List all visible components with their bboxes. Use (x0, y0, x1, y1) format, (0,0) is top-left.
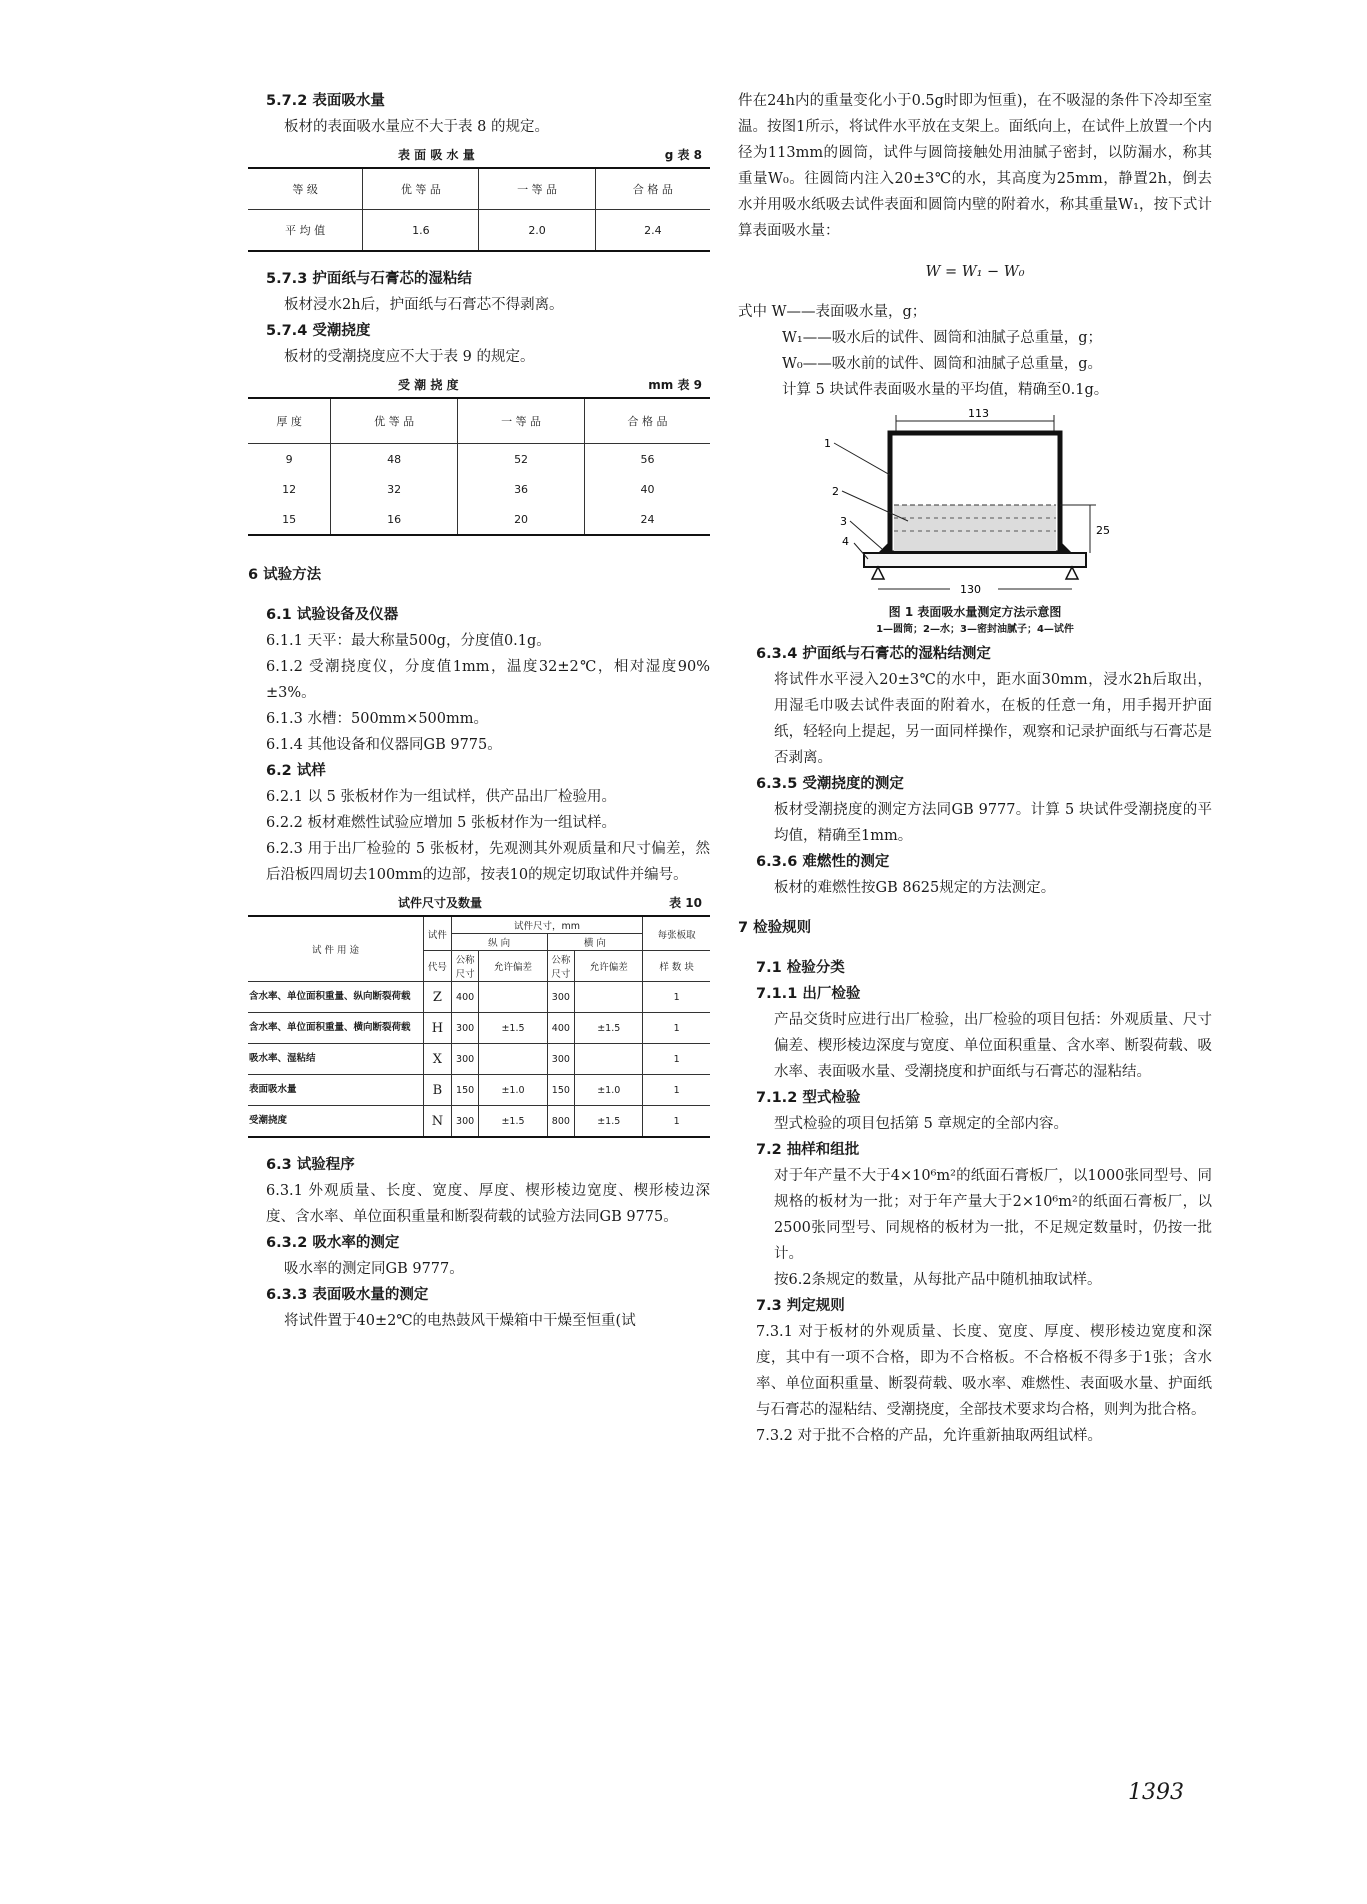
figure-1 (738, 403, 1212, 603)
section-6-3-3-heading: 6.3.3 表面吸水量的测定 (266, 1287, 429, 1303)
section-6-3-heading: 6.3 试验程序 (266, 1157, 355, 1173)
section-5-7-4-text: 板材的受潮挠度应不大于表 9 的规定。 (284, 349, 535, 365)
table-cell: 2.4 (595, 210, 710, 252)
dim-side-label: 25 (1096, 524, 1110, 537)
table-10-header-tolerance: 允许偏差 (575, 951, 643, 982)
table-row (248, 1013, 710, 1044)
table-9-caption (248, 376, 710, 393)
table-10-header-code-a: 试件 (424, 916, 452, 951)
table-cell: 20 (458, 504, 585, 535)
table-cell (479, 982, 547, 1013)
table-cell: 300 (547, 1044, 575, 1075)
section-5-7-3-heading: 5.7.3 护面纸与石膏芯的湿粘结 (266, 271, 472, 287)
section-7-2-text-2: 按6.2条规定的数量，从每批产品中随机抽取试样。 (774, 1272, 1102, 1288)
table-8-header: 等 级 (248, 168, 363, 210)
table-cell: 300 (547, 982, 575, 1013)
table-cell: 1 (643, 982, 710, 1013)
section-6-2-heading: 6.2 试样 (266, 763, 326, 779)
table-row (248, 1044, 710, 1075)
table-row (248, 1075, 710, 1106)
label-2: 2 (832, 485, 839, 498)
table-cell: 800 (547, 1106, 575, 1138)
table-cell: ±1.5 (479, 1013, 547, 1044)
section-6-1-heading: 6.1 试验设备及仪器 (266, 607, 399, 623)
table-cell: 150 (451, 1075, 479, 1106)
table-cell: 受潮挠度 (248, 1106, 424, 1138)
label-1: 1 (824, 437, 831, 450)
section-6-1-3: 6.1.3 水槽：500mm×500mm。 (266, 711, 489, 727)
formula-w1: W₁——吸水后的试件、圆筒和油腻子总重量，g； (782, 330, 1102, 346)
section-7-heading: 7 检验规则 (738, 920, 812, 936)
section-6-3-3-text: 将试件置于40±2℃的电热鼓风干燥箱中干燥至恒重(试 (284, 1313, 636, 1329)
section-7-1-1-heading: 7.1.1 出厂检验 (756, 986, 861, 1002)
table-cell: 400 (451, 982, 479, 1013)
table-cell: 含水率、单位面积重量、横向断裂荷载 (248, 1013, 424, 1044)
table-8-header: 优 等 品 (363, 168, 479, 210)
specimen (864, 553, 1086, 567)
table-row (248, 444, 710, 475)
label-3: 3 (840, 515, 847, 528)
table-cell: 150 (547, 1075, 575, 1106)
section-6-1-4: 6.1.4 其他设备和仪器同GB 9775。 (266, 737, 502, 753)
section-7-3-heading: 7.3 判定规则 (756, 1298, 845, 1314)
section-6-3-6-heading: 6.3.6 难燃性的测定 (756, 854, 890, 870)
section-5-7-3-text: 板材浸水2h后，护面纸与石膏芯不得剥离。 (284, 297, 564, 313)
table-10-unit: 表 10 (669, 896, 702, 910)
table-cell: ±1.5 (575, 1013, 643, 1044)
table-10-title: 试件尺寸及数量 (398, 896, 483, 910)
table-cell: 56 (585, 444, 710, 475)
table-cell: 40 (585, 474, 710, 504)
section-7-2-text-1: 对于年产量不大于4×10⁶m²的纸面石膏板厂，以1000张同型号、同规格的板材为一批；对于年产量大于2×10⁶m²的纸面石膏板厂，以2500张同型号、同规格的板材为一批，不足规定数量时，仍按一批计。 (774, 1168, 1212, 1262)
table-cell: 1 (643, 1075, 710, 1106)
table-cell: 1 (643, 1044, 710, 1075)
table-cell: ±1.0 (575, 1075, 643, 1106)
section-6-3-5-text: 板材受潮挠度的测定方法同GB 9777。计算 5 块试件受潮挠度的平均值，精确至1mm。 (774, 802, 1212, 844)
table-10-header-code-b: 代号 (424, 951, 452, 982)
section-6-heading: 6 试验方法 (248, 567, 322, 583)
dim-bottom-label: 130 (960, 583, 981, 596)
table-cell: 400 (547, 1013, 575, 1044)
table-9-header: 厚 度 (248, 398, 331, 444)
table-row (248, 982, 710, 1013)
table-cell: 吸水率、湿粘结 (248, 1044, 424, 1075)
table-9-header-row (248, 398, 710, 444)
table-row (248, 474, 710, 504)
table-cell: 表面吸水量 (248, 1075, 424, 1106)
table-9-header: 一 等 品 (458, 398, 585, 444)
table-9-unit: mm 表 9 (648, 378, 702, 392)
table-8 (248, 167, 710, 252)
right-column (738, 88, 1212, 1449)
table-cell: ±1.0 (479, 1075, 547, 1106)
section-5-7-4-heading: 5.7.4 受潮挠度 (266, 323, 371, 339)
table-cell: 300 (451, 1013, 479, 1044)
table-9-title: 受 潮 挠 度 (398, 378, 459, 392)
table-10-header-nominal: 公称尺寸 (451, 951, 479, 982)
table-cell: ±1.5 (479, 1106, 547, 1138)
table-cell (575, 982, 643, 1013)
table-8-header: 合 格 品 (595, 168, 710, 210)
table-cell: 48 (331, 444, 458, 475)
figure-1-drawing (738, 403, 1212, 603)
section-7-1-heading: 7.1 检验分类 (756, 960, 845, 976)
section-5-7-2-heading: 5.7.2 表面吸水量 (266, 93, 385, 109)
section-7-3-1: 7.3.1 对于板材的外观质量、长度、宽度、厚度、楔形棱边宽度和深度，其中有一项不合格，即为不合格板。不合格板不得多于1张；含水率、单位面积重量、断裂荷载、吸水率、难燃性、表面吸水量、护面纸与石膏芯的湿粘结、受潮挠度，全部技术要求均合格，则判为批合格。 (756, 1324, 1212, 1418)
section-7-3-2: 7.3.2 对于批不合格的产品，允许重新抽取两组试样。 (756, 1428, 1103, 1444)
table-10-header-nominal: 公称尺寸 (547, 951, 575, 982)
section-6-3-1: 6.3.1 外观质量、长度、宽度、厚度、楔形棱边宽度、楔形棱边深度、含水率、单位面积重量和断裂荷载的试验方法同GB 9775。 (266, 1183, 710, 1225)
table-10 (248, 915, 710, 1138)
table-cell: 52 (458, 444, 585, 475)
page-number: 1393 (1128, 1780, 1184, 1805)
figure-1-caption: 图 1 表面吸水量测定方法示意图 (888, 605, 1062, 619)
section-6-2-1: 6.2.1 以 5 张板材作为一组试样，供产品出厂检验用。 (266, 789, 616, 805)
support-right (1066, 567, 1078, 579)
section-6-1-1: 6.1.1 天平：最大称量500g，分度值0.1g。 (266, 633, 551, 649)
table-cell: 16 (331, 504, 458, 535)
label-4: 4 (842, 535, 849, 548)
table-9-header: 合 格 品 (585, 398, 710, 444)
left-column (248, 88, 710, 1334)
section-7-1-2-heading: 7.1.2 型式检验 (756, 1090, 861, 1106)
table-cell: 12 (282, 482, 297, 496)
section-6-3-3-continued: 件在24h内的重量变化小于0.5g时即为恒重)，在不吸湿的条件下冷却至室温。按图1所示，将试件水平放在支架上。面纸向上，在试件上放置一个内径为113mm的圆筒，试件与圆筒接触处用油腻子密封，以防漏水，称其重量W₀。往圆筒内注入20±3℃的水，其高度为25mm，静置2h，倒去水并用吸水纸吸去试件表面和圆筒内壁的附着水，称其重量W₁，按下式计算表面吸水量： (738, 93, 1212, 239)
section-7-1-1-text: 产品交货时应进行出厂检验，出厂检验的项目包括：外观质量、尺寸偏差、楔形棱边深度与宽度、单位面积重量、含水率、断裂荷载、吸水率、表面吸水量、受潮挠度和护面纸与石膏芯的湿粘结。 (774, 1012, 1212, 1080)
table-cell: 300 (451, 1106, 479, 1138)
section-6-3-2-heading: 6.3.2 吸水率的测定 (266, 1235, 400, 1251)
table-cell: ±1.5 (575, 1106, 643, 1138)
table-cell: 300 (451, 1044, 479, 1075)
table-10-header-tolerance: 允许偏差 (479, 951, 547, 982)
table-10-header-size: 试件尺寸，mm (451, 916, 643, 934)
section-6-3-4-text: 将试件水平浸入20±3℃的水中，距水面30mm，浸水2h后取出，用湿毛巾吸去试件表面的附着水，在板的任意一角，用手揭开护面纸，轻轻向上提起，另一面同样操作，观察和记录护面纸与石膏芯是否剥离。 (774, 672, 1212, 766)
table-cell: 32 (331, 474, 458, 504)
table-cell (575, 1044, 643, 1075)
table-10-header-long: 纵 向 (451, 934, 547, 951)
table-cell: X (424, 1044, 452, 1075)
section-5-7-2-text: 板材的表面吸水量应不大于表 8 的规定。 (284, 119, 549, 135)
table-9-header: 优 等 品 (331, 398, 458, 444)
table-8-title: 表 面 吸 水 量 (398, 148, 475, 162)
table-10-header-count-b: 样 数 块 (643, 951, 710, 982)
table-8-caption (248, 146, 710, 163)
table-10-header-row (248, 916, 710, 934)
table-row (248, 504, 710, 535)
section-7-1-2-text: 型式检验的项目包括第 5 章规定的全部内容。 (774, 1116, 1068, 1132)
water (894, 505, 1056, 551)
table-cell: 24 (585, 504, 710, 535)
section-6-2-2: 6.2.2 板材难燃性试验应增加 5 张板材作为一组试样。 (266, 815, 616, 831)
support-left (872, 567, 884, 579)
formula-w0: W₀——吸水前的试件、圆筒和油腻子总重量，g。 (782, 356, 1102, 372)
table-8-header-row (248, 168, 710, 210)
section-6-3-4-heading: 6.3.4 护面纸与石膏芯的湿粘结测定 (756, 646, 991, 662)
section-6-3-2-text: 吸水率的测定同GB 9777。 (284, 1261, 464, 1277)
table-10-header-count-a: 每张板取 (643, 916, 710, 951)
table-cell: Z (424, 982, 452, 1013)
table-row (248, 210, 710, 252)
table-cell: 9 (285, 452, 293, 466)
section-7-2-heading: 7.2 抽样和组批 (756, 1142, 860, 1158)
section-6-3-6-text: 板材的难燃性按GB 8625规定的方法测定。 (774, 880, 1056, 896)
section-6-3-5-heading: 6.3.5 受潮挠度的测定 (756, 776, 904, 792)
table-10-header-trans: 横 向 (547, 934, 643, 951)
figure-1-legend: 1—圆筒；2—水；3—密封油腻子；4—试件 (876, 624, 1074, 635)
table-cell: 15 (282, 512, 297, 526)
table-cell: 平 均 值 (285, 224, 326, 237)
formula-where: 式中 W——表面吸水量，g； (738, 304, 927, 320)
table-cell (479, 1044, 547, 1075)
table-cell: 2.0 (479, 210, 595, 252)
dim-top-label: 113 (968, 407, 989, 420)
formula: W = W₁ − W₀ (925, 263, 1025, 280)
table-8-unit: g 表 8 (664, 148, 702, 162)
section-6-2-3: 6.2.3 用于出厂检验的 5 张板材，先观测其外观质量和尺寸偏差，然后沿板四周切去100mm的边部，按表10的规定切取试件并编号。 (266, 841, 710, 883)
section-6-1-2: 6.1.2 受潮挠度仪，分度值1mm，温度32±2℃，相对湿度90%±3%。 (266, 659, 710, 701)
table-8-header: 一 等 品 (479, 168, 595, 210)
table-cell: H (424, 1013, 452, 1044)
table-cell: N (424, 1106, 452, 1138)
table-9 (248, 397, 710, 536)
table-cell: 含水率、单位面积重量、纵向断裂荷载 (248, 982, 424, 1013)
table-cell: 1 (643, 1013, 710, 1044)
table-cell: 1 (643, 1106, 710, 1138)
table-row (248, 1106, 710, 1138)
table-cell: 36 (458, 474, 585, 504)
table-cell: 1.6 (363, 210, 479, 252)
calc-note: 计算 5 块试件表面吸水量的平均值，精确至0.1g。 (782, 382, 1109, 398)
table-10-header-use: 试 件 用 途 (248, 916, 424, 982)
table-10-caption (248, 894, 710, 911)
table-cell: B (424, 1075, 452, 1106)
